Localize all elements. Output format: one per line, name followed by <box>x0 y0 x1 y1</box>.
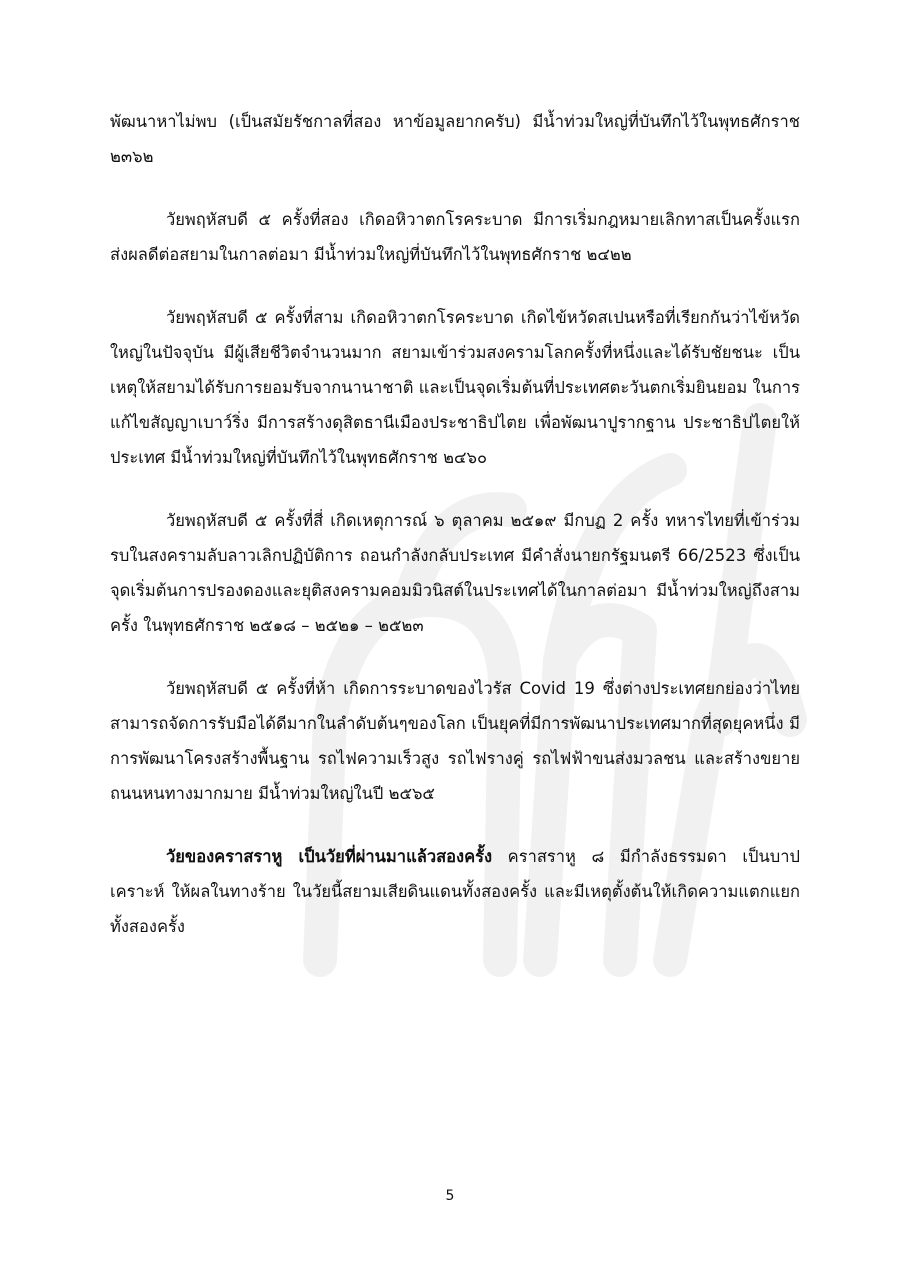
document-page <box>110 104 800 972</box>
paragraph-rahu <box>110 839 800 944</box>
paragraph-thursday-fourth <box>110 503 800 643</box>
paragraph-thursday-fifth <box>110 671 800 811</box>
paragraph-text: พัฒนาหาไม่พบ (เป็นสมัยรัชกาลที่สอง หาข้อมูลยากครับ) มีน้ำท่วมใหญ่ที่บันทึกไว้ในพุทธศักราช ๒๓๖๒ <box>110 112 800 166</box>
paragraph-intro <box>110 104 800 174</box>
paragraph-text: วัยพฤหัสบดี ๕ ครั้งที่ห้า เกิดการระบาดของไวรัส Covid 19 ซึ่งต่างประเทศยกย่องว่าไทยสามารถจัดการรับมือได้ดีมากในลำดับต้นๆของโลก เป็นยุคที่มีการพัฒนาประเทศมากที่สุดยุคหนึ่ง มีการพัฒนาโครงสร้างพื้นฐาน รถไฟความเร็วสูง รถไฟรางคู่ รถไฟฟ้าขนส่งมวลชน และสร้างขยายถนนหนทางมากมาย มีน้ำท่วมใหญ่ในปี ๒๕๖๕ <box>110 679 800 803</box>
paragraph-thursday-second <box>110 202 800 272</box>
paragraph-text: วัยพฤหัสบดี ๕ ครั้งที่สาม เกิดอหิวาตกโรคระบาด เกิดไข้หวัดสเปนหรือที่เรียกกันว่าไข้หวัดใหญ่ในปัจจุบัน มีผู้เสียชีวิตจำนวนมาก สยามเข้าร่วมสงครามโลกครั้งที่หนึ่งและได้รับชัยชนะ เป็นเหตุให้สยามได้รับการยอมรับจากนานาชาติ และเป็นจุดเริ่มต้นที่ประเทศตะวันตกเริ่มยินยอม ในการแก้ไขสัญญาเบาว์ริ่ง มีการสร้างดุสิตธานีเมืองประชาธิปไตย เพื่อพัฒนาปูรากฐาน ประชาธิปไตยให้ประเทศ มีน้ำท่วมใหญ่ที่บันทึกไว้ในพุทธศักราช ๒๔๖๐ <box>110 308 800 467</box>
paragraph-thursday-third <box>110 300 800 475</box>
paragraph-text: วัยพฤหัสบดี ๕ ครั้งที่สี่ เกิดเหตุการณ์ ๖ ตุลาคม ๒๕๑๙ มีกบฏ 2 ครั้ง ทหารไทยที่เข้าร่วมรบในสงครามลับลาวเลิกปฏิบัติการ ถอนกำลังกลับประเทศ มีคำสั่งนายกรัฐมนตรี 66/2523 ซึ่งเป็นจุดเริ่มต้นการปรองดองและยุติสงครามคอมมิวนิสต์ในประเทศได้ในกาลต่อมา มีน้ำท่วมใหญ่ถึงสามครั้ง ในพุทธศักราช ๒๕๑๘ – ๒๕๒๑ – ๒๕๒๓ <box>110 511 800 635</box>
paragraph-heading-bold: วัยของคราสราหู เป็นวัยที่ผ่านมาแล้วสองครั้ง <box>166 847 493 866</box>
paragraph-text: วัยพฤหัสบดี ๕ ครั้งที่สอง เกิดอหิวาตกโรคระบาด มีการเริ่มกฎหมายเลิกทาสเป็นครั้งแรก ส่งผลดีต่อสยามในกาลต่อมา มีน้ำท่วมใหญ่ที่บันทึกไว้ในพุทธศักราช ๒๔๒๒ <box>110 210 800 264</box>
page-number: 5 <box>445 1188 455 1204</box>
paragraph-text: คราสราหู ๘ มีกำลังธรรมดา เป็นบาปเคราะห์ ให้ผลในทางร้าย ในวัยนี้สยามเสียดินแดนทั้งสองครั้ง และมีเหตุตั้งต้นให้เกิดความแตกแยกทั้งสองครั้ง <box>110 847 800 936</box>
